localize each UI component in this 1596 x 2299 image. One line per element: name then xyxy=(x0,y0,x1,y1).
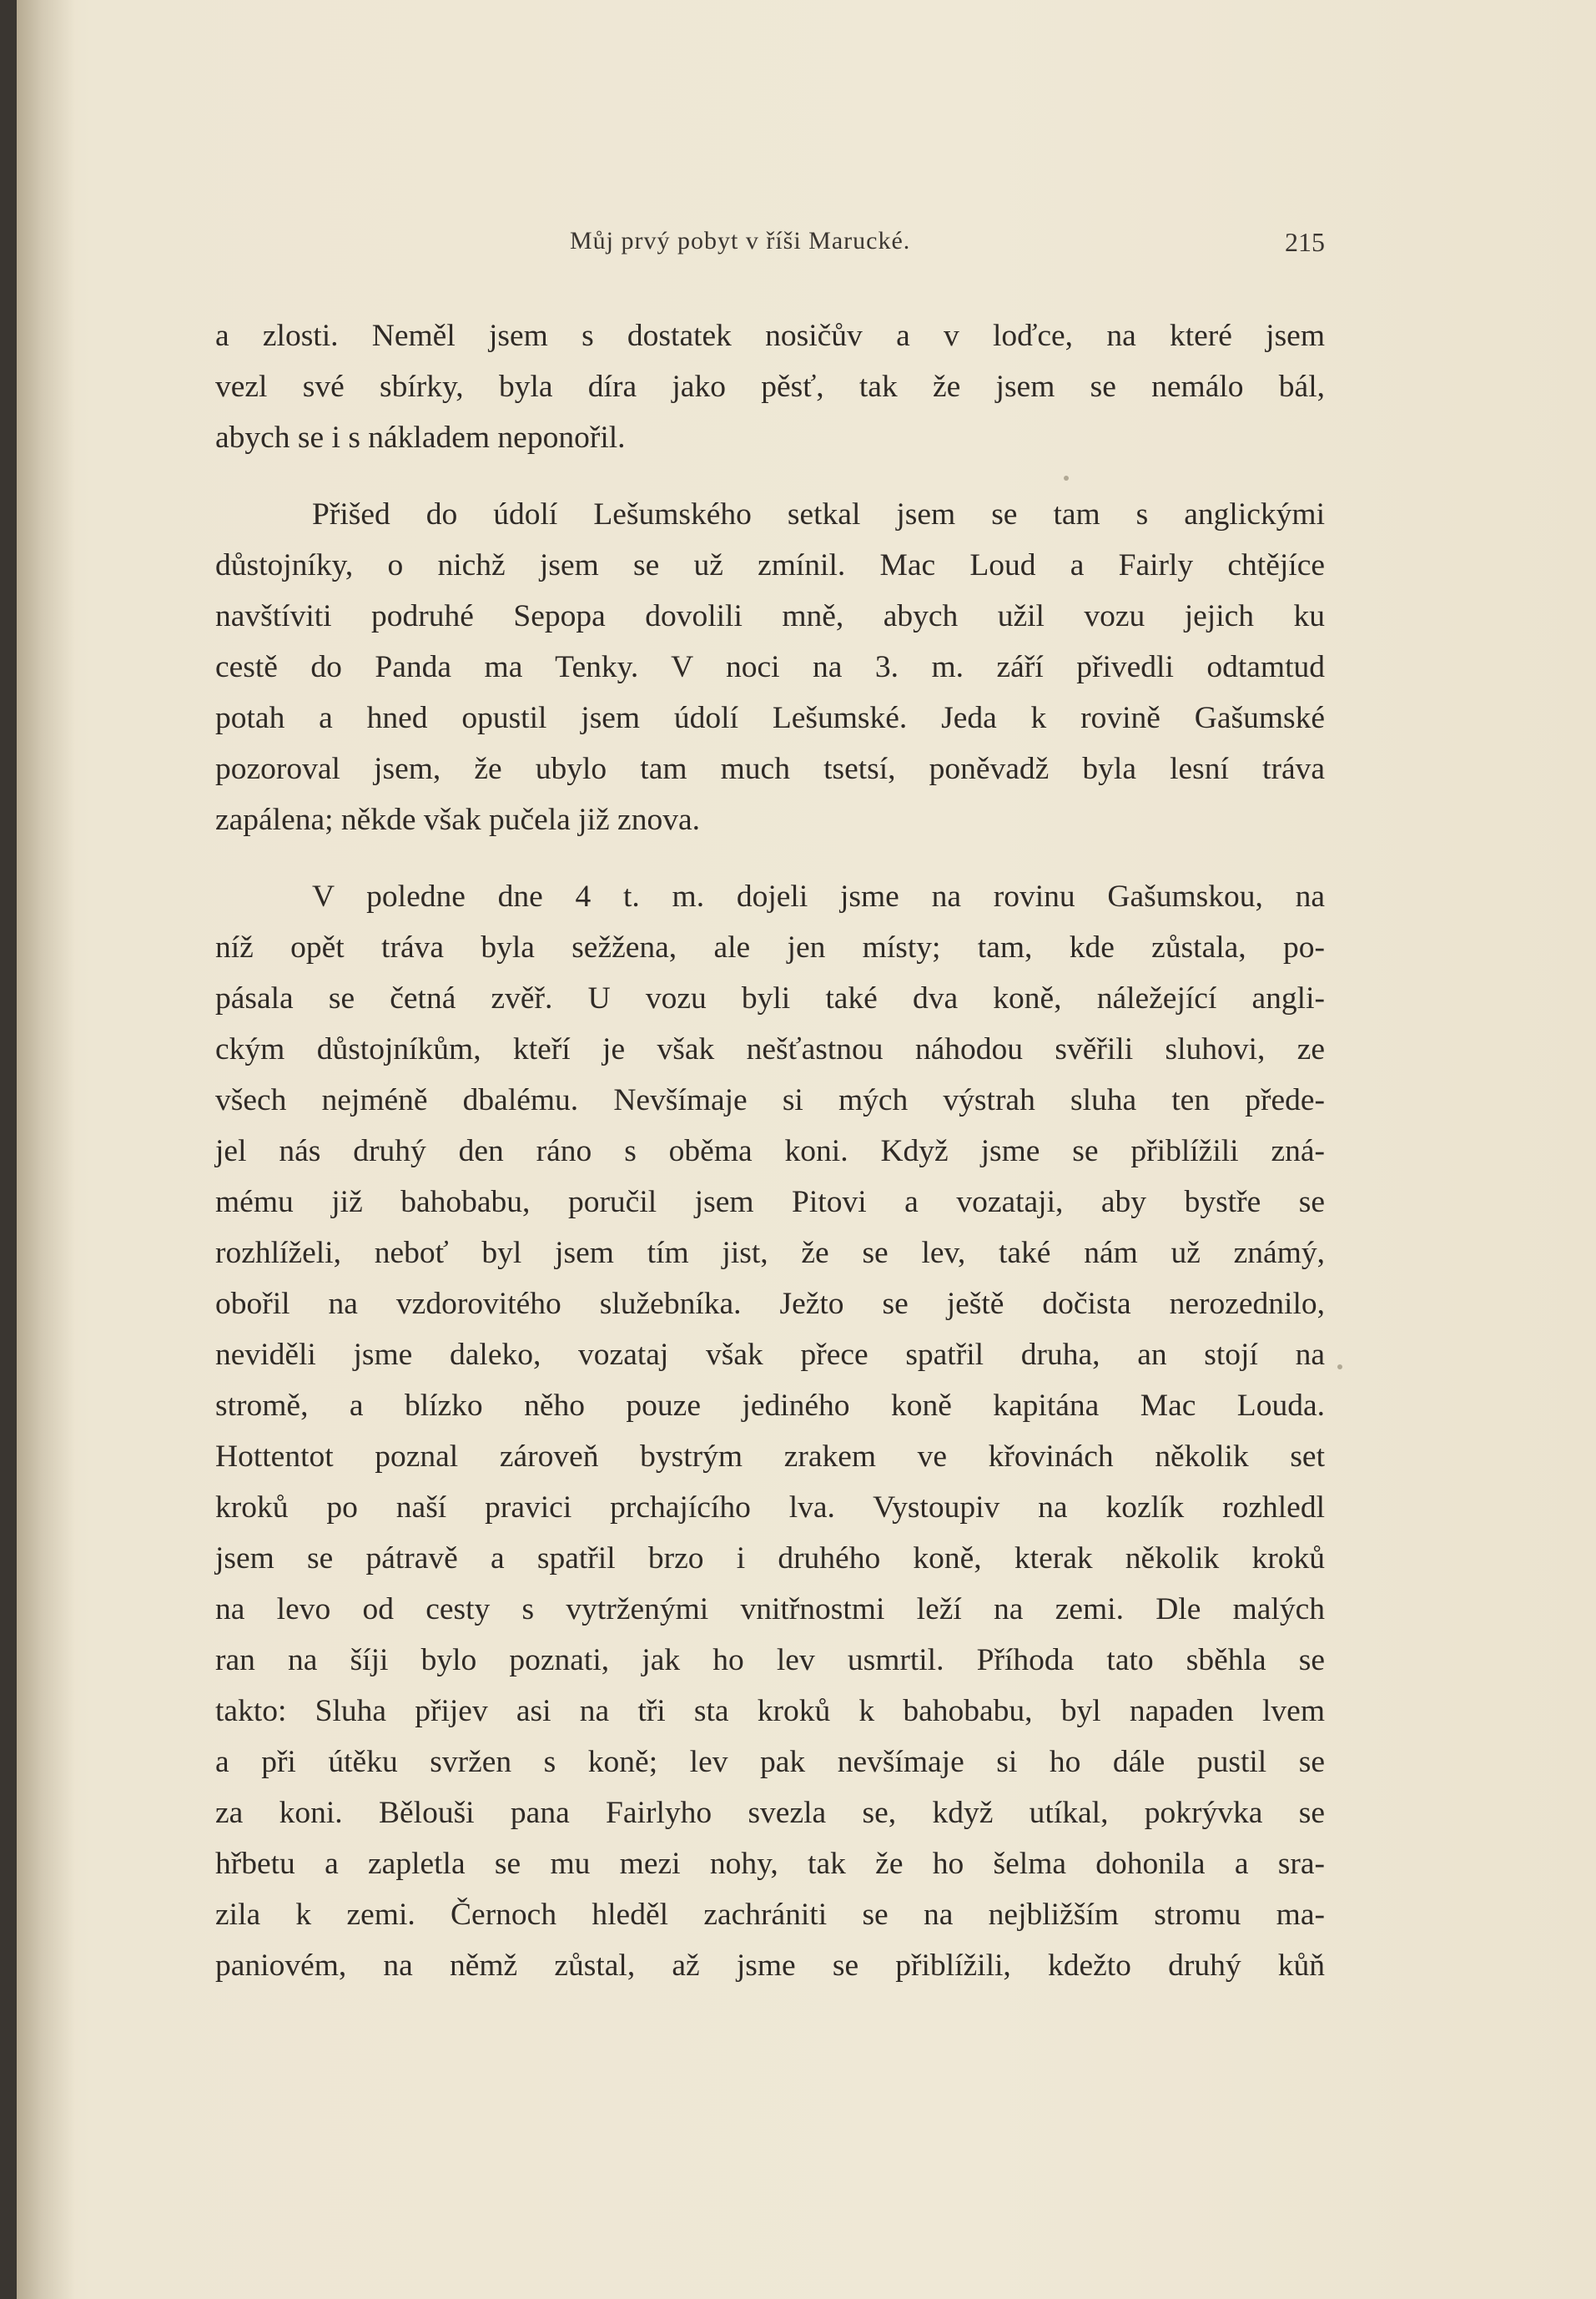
text-line: a při útěku svržen s koně; lev pak nevšímaje si ho dále pustil se xyxy=(215,1745,1325,1779)
binding-gutter xyxy=(17,0,75,2299)
page-header xyxy=(215,227,1325,269)
text-line: pozoroval jsem, že ubylo tam much tsetsí, poněvadž byla lesní tráva xyxy=(215,752,1325,786)
paragraph-1 xyxy=(215,310,1325,463)
text-line: za koni. Bělouši pana Fairlyho svezla se, když utíkal, pokrývka se xyxy=(215,1796,1325,1830)
text-line: vezl své sbírky, byla díra jako pěsť, tak že jsem se nemálo bál, xyxy=(215,370,1325,404)
running-title: Můj prvý pobyt v říši Marucké. xyxy=(570,227,911,255)
text-line: zapálena; někde však pučela již znova. xyxy=(215,803,700,837)
text-line: všech nejméně dbalému. Nevšímaje si mých výstrah sluha ten přede- xyxy=(215,1083,1325,1117)
text-line: takto: Sluha přijev asi na tři sta kroků k bahobabu, byl napaden lvem xyxy=(215,1694,1325,1728)
text-line: mému již bahobabu, poručil jsem Pitovi a vozataji, aby bystře se xyxy=(215,1185,1325,1219)
paragraph-2 xyxy=(215,489,1325,845)
text-line: kroků po naší pravici prchajícího lva. Vystoupiv na kozlík rozhledl xyxy=(215,1490,1325,1525)
text-line: neviděli jsme daleko, vozataj však přece spatřil druha, an stojí na xyxy=(215,1338,1325,1372)
text-line: cestě do Panda ma Tenky. V noci na 3. m. září přivedli odtamtud xyxy=(215,650,1325,684)
text-line: pásala se četná zvěř. U vozu byli také dva koně, náležející angli- xyxy=(215,981,1325,1016)
text-line: ckým důstojníkům, kteří je však nešťastnou náhodou svěřili sluhovi, ze xyxy=(215,1032,1325,1066)
text-line: jsem se pátravě a spatřil brzo i druhého koně, kterak několik kroků xyxy=(215,1541,1325,1576)
book-page xyxy=(17,0,1596,2299)
text-line: důstojníky, o nichž jsem se už zmínil. Mac Loud a Fairly chtějíce xyxy=(215,548,1325,582)
text-line: ran na šíji bylo poznati, jak ho lev usmrtil. Příhoda tato sběhla se xyxy=(215,1643,1325,1677)
text-line: Přišed do údolí Lešumského setkal jsem se tam s anglickými xyxy=(312,497,1325,532)
page-number: 215 xyxy=(1285,227,1325,257)
text-line: potah a hned opustil jsem údolí Lešumské. Jeda k rovině Gašumské xyxy=(215,701,1325,735)
text-line: navštíviti podruhé Sepopa dovolili mně, abych užil vozu jejich ku xyxy=(215,599,1325,633)
body-text xyxy=(215,310,1325,1991)
text-line: a zlosti. Neměl jsem s dostatek nosičův a v loďce, na které jsem xyxy=(215,319,1325,353)
text-line: hřbetu a zapletla se mu mezi nohy, tak že ho šelma dohonila a sra- xyxy=(215,1847,1325,1881)
paragraph-3 xyxy=(215,871,1325,1991)
text-line: stromě, a blízko něho pouze jediného koně kapitána Mac Louda. xyxy=(215,1389,1325,1423)
paper-speck xyxy=(1064,476,1069,481)
text-line: abych se i s nákladem neponořil. xyxy=(215,421,626,455)
text-line: V poledne dne 4 t. m. dojeli jsme na rovinu Gašumskou, na xyxy=(312,880,1325,914)
text-line: obořil na vzdorovitého služebníka. Ježto se ještě dočista nerozednilo, xyxy=(215,1287,1325,1321)
text-line: zila k zemi. Černoch hleděl zachrániti se na nejbližším stromu ma- xyxy=(215,1898,1325,1932)
text-line: na levo od cesty s vytrženými vnitřnostmi leží na zemi. Dle malých xyxy=(215,1592,1325,1626)
text-line: Hottentot poznal zároveň bystrým zrakem ve křovinách několik set xyxy=(215,1439,1325,1474)
text-line: jel nás druhý den ráno s oběma koni. Když jsme se přiblížili zná- xyxy=(215,1134,1325,1168)
text-line: níž opět tráva byla sežžena, ale jen místy; tam, kde zůstala, po- xyxy=(215,930,1325,965)
text-line: rozhlíželi, neboť byl jsem tím jist, že se lev, také nám už známý, xyxy=(215,1236,1325,1270)
text-line: paniovém, na němž zůstal, až jsme se přiblížili, kdežto druhý kůň xyxy=(215,1949,1325,1983)
paper-speck xyxy=(1337,1364,1342,1369)
